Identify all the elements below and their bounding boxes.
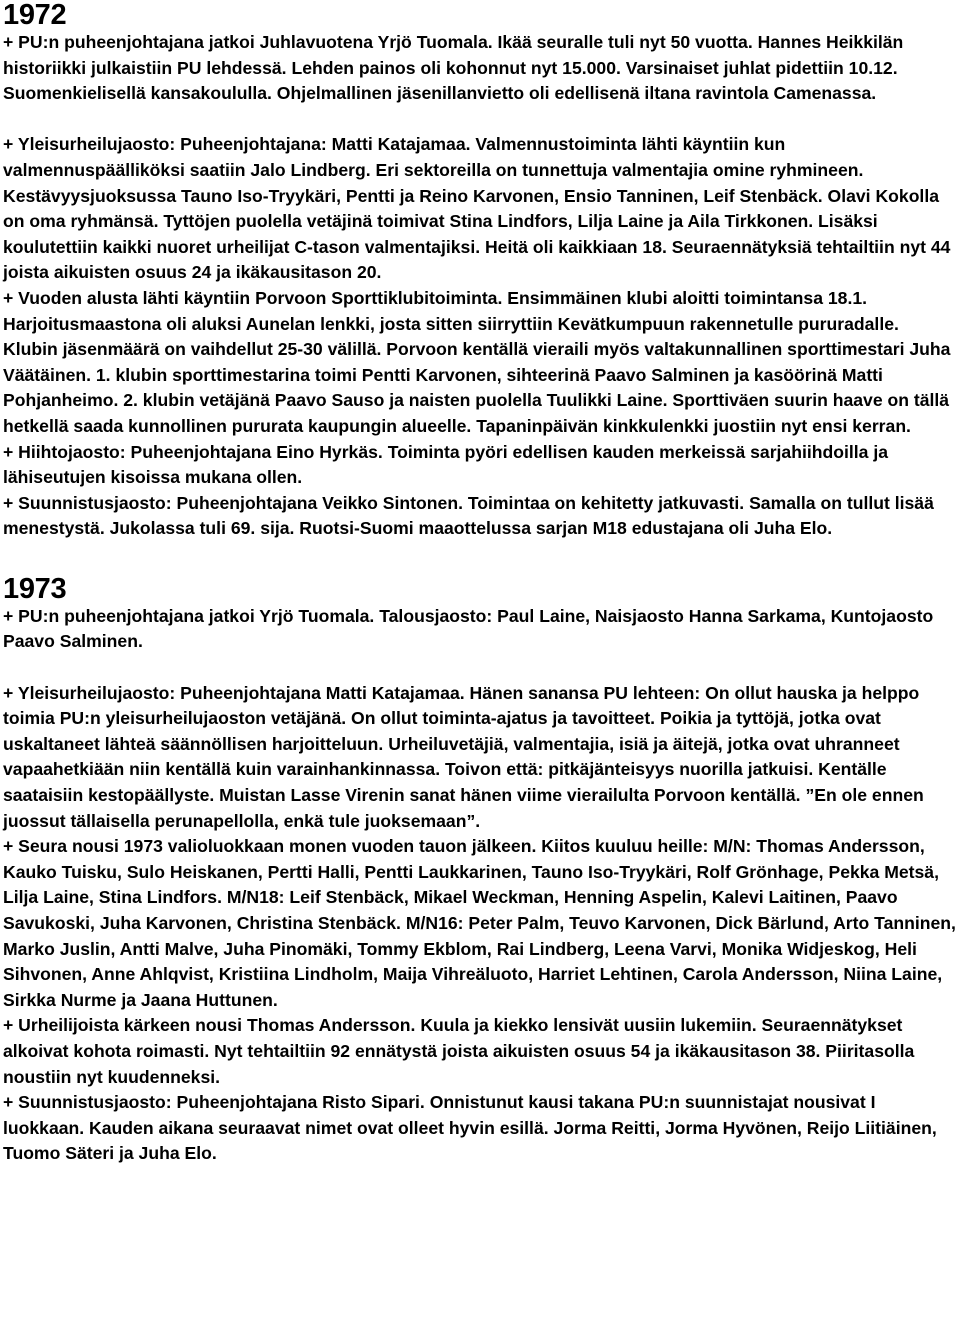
section-text (3, 604, 957, 1167)
paragraph-athletics-section: + Yleisurheilujaosto: Puheenjohtajana: Matti Katajamaa. Valmennustoiminta lähti käyntiin kun valmennuspäälliköksi saatiin Jalo Lindberg. Eri sektoreilla on tunnettuja valmentajia omine ryhmineen. Kestävyysjuoksussa Tauno Iso-Tryykäri, Pentti ja Reino Karvonen, Ensio Tanninen, Leif Stenbäck. Olavi Kokolla on oma ryhmänsä. Tyttöjen puolella vetäjinä toimivat Stina Lindfors, Lilja Laine ja Aila Tirkkonen. Lisäksi koulutettiin kaikki nuoret urheilijat C-tason valmentajiksi. Heitä oli kaikkiaan 18. Seuraennätyksiä tehtailtiin nyt 44 joista aikuisten osuus 24 ja ikäkausitason 20. (3, 134, 951, 283)
paragraph-athletics-section: + Yleisurheilujaosto: Puheenjohtajana Matti Katajamaa. Hänen sanansa PU lehteen: On ollut hauska ja helppo toimia PU:n yleisurheilujaoston vetäjänä. On ollut toiminta-ajatus ja tavoitteet. Poikia ja tyttöjä, jotka ovat uskaltaneet lähteä säännöllisen harjoitteluun. Urheiluvetäjiä, valmentajia, isiä ja äitejä, jotka ovat uhranneet vapaahetkiään niin kentällä kuin varainhankinnassa. Toivon että: pitkäjänteisyys nuorilla jatkuisi. Kentälle saataisiin kestopäällyste. Muistan Lasse Virenin sanat hänen viime vierailulta Porvoon kentällä. ”En ole ennen juossut tällaisella perunapellolla, enkä tule juoksemaan”. (3, 682, 924, 831)
paragraph-spacer (3, 655, 957, 681)
section-text (3, 30, 957, 542)
document-page (3, 0, 957, 1167)
section-1973 (3, 574, 957, 1167)
paragraph-orienteering-section: + Suunnistusjaosto: Puheenjohtajana Risto Sipari. Onnistunut kausi takana PU:n suunnistajat nousivat I luokkaan. Kauden aikana seuraavat nimet ovat olleet hyvin esillä. Jorma Reitti, Jorma Hyvönen, Reijo Liitiäinen, Tuomo Säteri ja Juha Elo. (3, 1092, 937, 1164)
section-spacer (3, 542, 957, 574)
paragraph-sport-club: + Vuoden alusta lähti käyntiin Porvoon Sporttiklubitoiminta. Ensimmäinen klubi aloitti toimintansa 18.1. Harjoitusmaastona oli aluksi Aunelan lenkki, josta sitten siirryttiin Kevätkumpuun rakennetulle pururadalle. Klubin jäsenmäärä on vaihdellut 25-30 välillä. Porvoon kentällä vieraili myös valtakunnallinen sporttimestari Juha Väätäinen. 1. klubin sporttimestarina toimi Pentti Karvonen, sihteerinä Paavo Salminen ja kasöörinä Matti Pohjanheimo. 2. klubin vetäjänä Paavo Sauso ja naisten puolella Tuulikki Laine. Sporttiväen suurin haave on tällä hetkellä saada kunnollinen pururata kaupungin alueelle. Tapaninpäivän kinkkulenkki juostiin nyt ensi kerran. (3, 287, 951, 436)
year-heading: 1972 (3, 0, 67, 31)
paragraph-orienteering-section: + Suunnistusjaosto: Puheenjohtajana Veikko Sintonen. Toimintaa on kehitetty jatkuvasti. Samalla on tullut lisää menestystä. Jukolassa tuli 69. sija. Ruotsi-Suomi maaottelussa sarjan M18 edustajana oli Juha Elo. (3, 492, 934, 539)
paragraph-spacer (3, 107, 957, 133)
paragraph-club-board: + PU:n puheenjohtajana jatkoi Yrjö Tuomala. Talousjaosto: Paul Laine, Naisjaosto Hanna Sarkama, Kuntojaosto Paavo Salminen. (3, 605, 934, 652)
paragraph-athletes: + Urheilijoista kärkeen nousi Thomas Andersson. Kuula ja kiekko lensivät uusiin lukemiin. Seuraennätykset alkoivat kohota roimasti. Nyt tehtailtiin 92 ennätystä joista aikuisten osuus 54 ja ikäkausitason 38. Piiritasolla noustiin nyt kuudenneksi. (3, 1015, 915, 1087)
year-heading: 1973 (3, 572, 67, 605)
paragraph-top-league: + Seura nousi 1973 valioluokkaan monen vuoden tauon jälkeen. Kiitos kuuluu heille: M/N: Thomas Andersson, Kauko Tuisku, Sulo Heiskanen, Pertti Halli, Pentti Laukkarinen, Tauno Iso-Tryykäri, Rolf Grönhage, Pekka Metsä, Lilja Laine, Stina Lindfors. M/N18: Leif Stenbäck, Mikael Weckman, Henning Aspelin, Kalevi Laitinen, Paavo Savukoski, Juha Karvonen, Christina Stenbäck. M/N16: Peter Palm, Teuvo Karvonen, Dick Bärlund, Arto Tanninen, Marko Juslin, Antti Malve, Juha Pinomäki, Tommy Ekblom, Rai Lindberg, Leena Varvi, Monika Widjeskog, Heli Sihvonen, Anne Ahlqvist, Kristiina Lindholm, Maija Vihreäluoto, Harriet Lehtinen, Carola Andersson, Niina Laine, Sirkka Nurme ja Jaana Huttunen. (3, 836, 956, 1010)
paragraph-club-anniversary: + PU:n puheenjohtajana jatkoi Juhlavuotena Yrjö Tuomala. Ikää seuralle tuli nyt 50 vuotta. Hannes Heikkilän historiikki julkaistiin PU lehdessä. Lehden painos oli kohonnut nyt 15.000. Varsinaiset juhlat pidettiin 10.12. Suomenkielisellä kansakoululla. Ohjelmallinen jäsenillanvietto oli edellisenä iltana ravintola Camenassa. (3, 32, 904, 104)
paragraph-skiing-section: + Hiihtojaosto: Puheenjohtajana Eino Hyrkäs. Toiminta pyöri edellisen kauden merkeissä sarjahiihdoilla ja lähiseutujen kisoissa mukana ollen. (3, 441, 888, 488)
section-1972 (3, 0, 957, 542)
